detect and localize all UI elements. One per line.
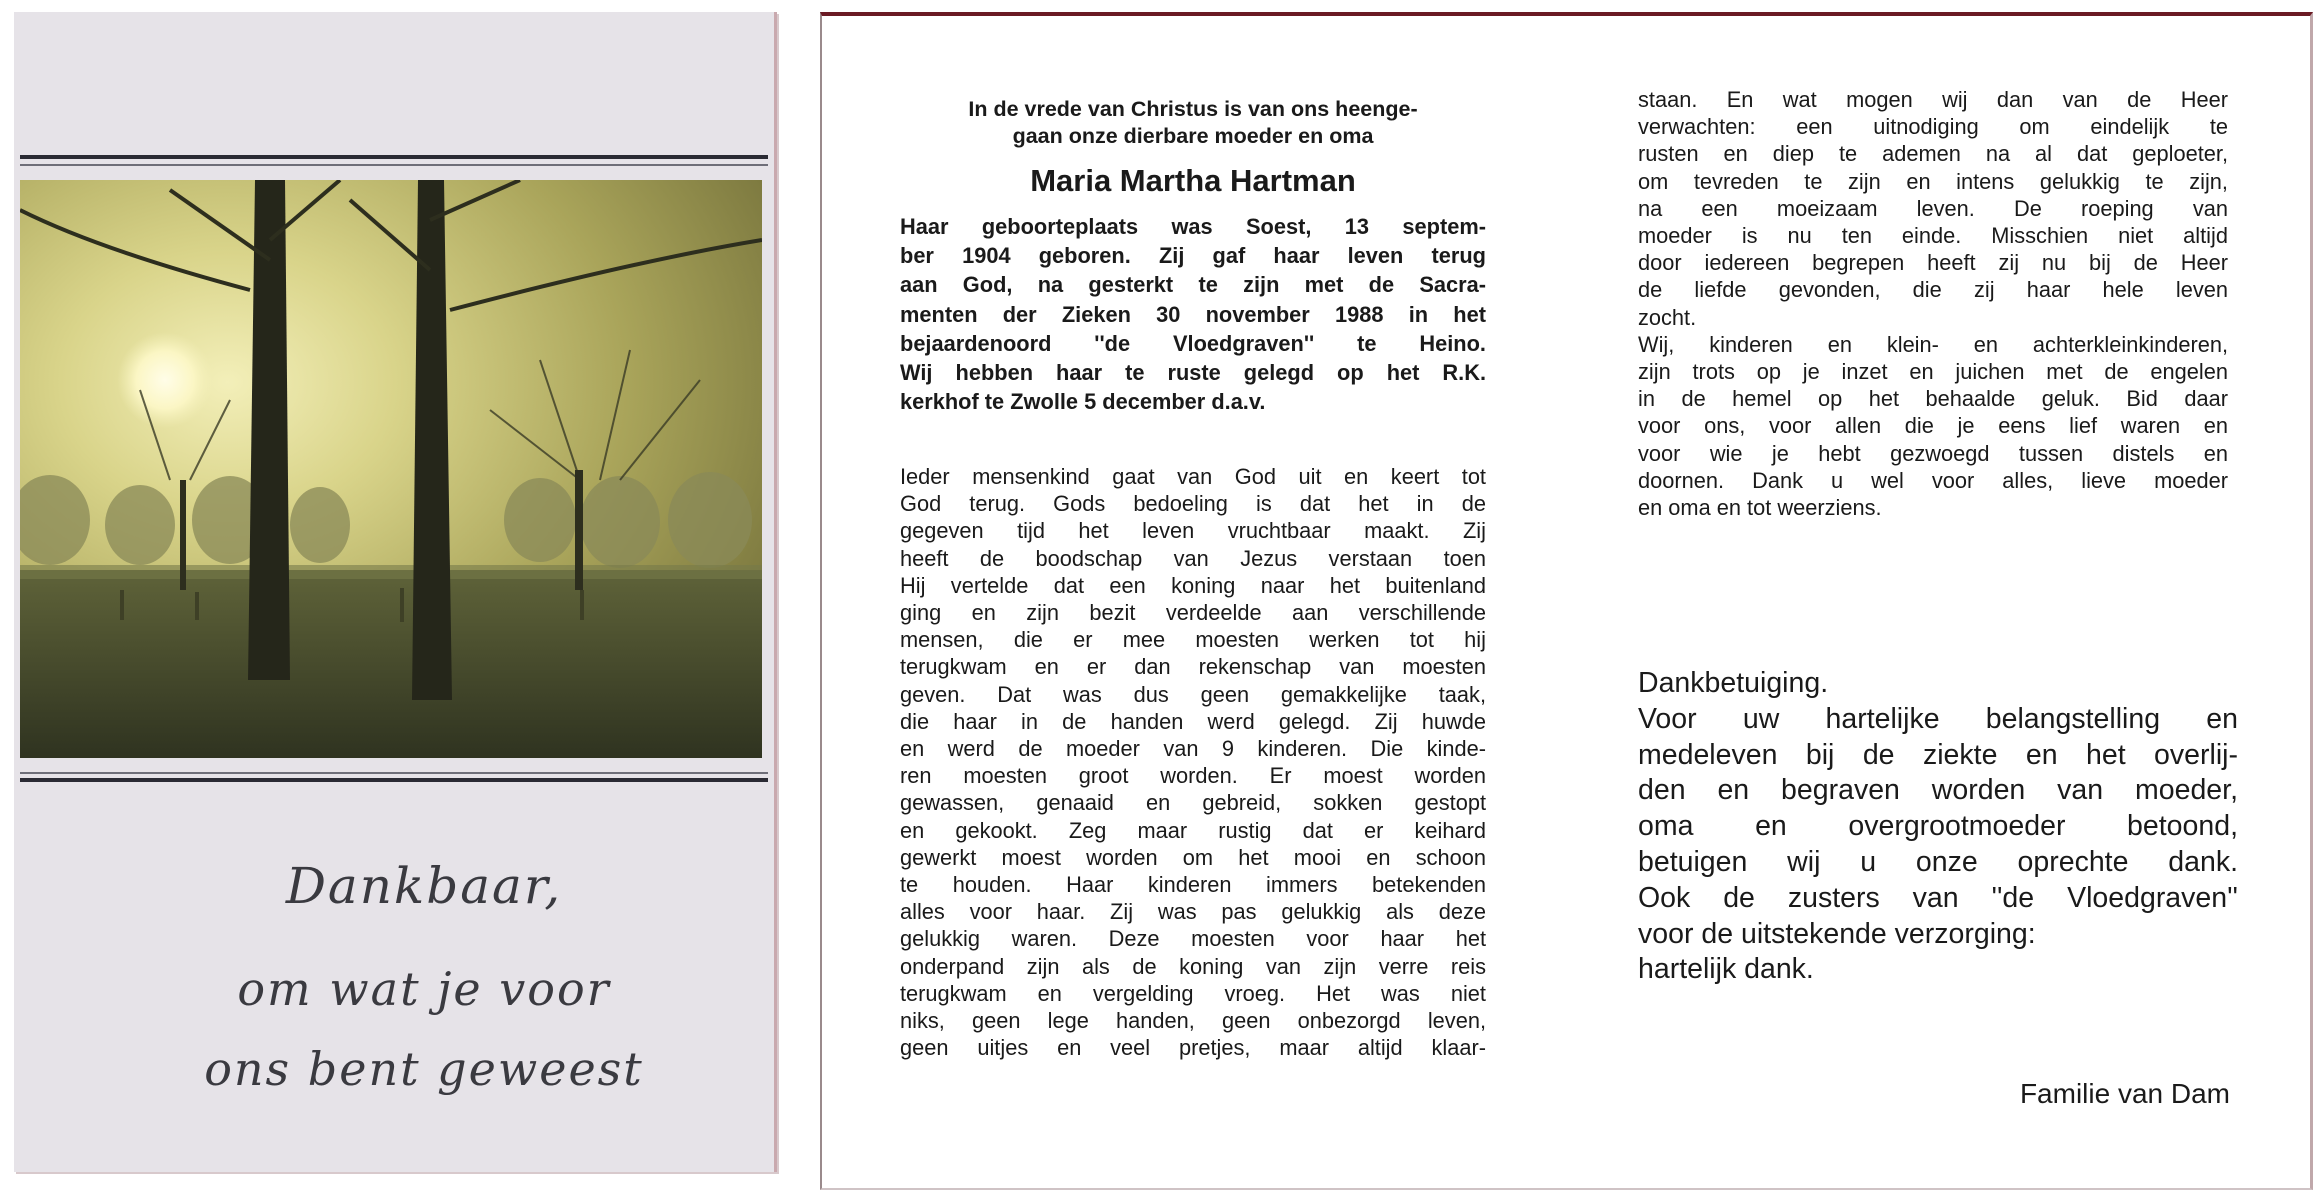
text-line: gewerkt moest worden om het mooi en schoon <box>900 844 1486 870</box>
reflection-text-left <box>900 463 1486 1061</box>
script-line-3: ons bent geweest <box>204 1042 644 1096</box>
text-line: ging en zijn bezit verdeelde aan verschillende <box>900 600 1486 626</box>
text-line: onderpand zijn als de koning van zijn verre reis <box>900 953 1486 979</box>
text-line: heeft de boodschap van Jezus verstaan toen <box>900 545 1486 571</box>
text-line: niks, geen lege handen, geen onbezorgd leven, <box>900 1008 1486 1034</box>
reflection-text-right <box>1638 86 2228 521</box>
text-line: staan. En wat mogen wij dan van de Heer <box>1638 87 2228 112</box>
text-line: voor ons, voor allen die je eens lief waren en <box>1638 413 2228 439</box>
text-line: rusten en diep te ademen na al dat geploeter, <box>1638 141 2228 167</box>
text-line: en werd de moeder van 9 kinderen. Die kinde- <box>900 736 1486 762</box>
acknowledgement <box>1638 666 2238 988</box>
text-line: Ieder mensenkind gaat van God uit en keert tot <box>900 464 1486 489</box>
text-line: zijn trots op je inzet en juichen met de engelen <box>1638 359 2228 385</box>
divider-bottom <box>20 778 768 782</box>
text-line: geven. Dat was dus geen gemakkelijke taak, <box>900 681 1486 707</box>
acknowledgement-line: voor de uitstekende verzorging: <box>1638 917 2036 950</box>
text-line: de liefde gevonden, die zij haar hele leven <box>1638 277 2228 303</box>
bio-line: menten der Zieken 30 november 1988 in het <box>900 301 1486 327</box>
text-line: verwachten: een uitnodiging om eindelijk te <box>1638 114 2228 140</box>
text-line: om tevreden te zijn en intens gelukkig te zijn, <box>1638 168 2228 194</box>
bio-line: Wij hebben haar te ruste gelegd op het R.K. <box>900 360 1486 386</box>
script-line-1: Dankbaar, <box>285 857 563 915</box>
acknowledgement-line: Voor uw hartelijke belangstelling en <box>1638 702 2238 735</box>
text-line: na een moeizaam leven. De roeping van <box>1638 195 2228 221</box>
text-line: voor wie je hebt gezwoegd tussen distels en <box>1638 440 2228 466</box>
heading <box>900 96 1486 150</box>
landscape-illustration <box>20 180 762 758</box>
divider-top <box>20 155 768 159</box>
text-line: gewassen, genaaid en gebreid, sokken gestopt <box>900 790 1486 816</box>
text-line: Hij vertelde dat een koning naar het buitenland <box>900 572 1486 598</box>
text-line: zocht. <box>1638 304 1697 330</box>
text-line: gegeven tijd het leven vruchtbaar maakt. Zij <box>900 518 1486 544</box>
inside-card <box>820 12 2313 1190</box>
heading-line: In de vrede van Christus is van ons heenge- <box>968 97 1418 121</box>
text-line: gelukkig waren. Deze moesten voor haar het <box>900 926 1486 952</box>
text-line: door iedereen begrepen heeft zij nu bij de Heer <box>1638 250 2228 276</box>
bio-line: aan God, na gesterkt te zijn met de Sacra- <box>900 272 1486 298</box>
acknowledgement-title: Dankbetuiging. <box>1638 667 1829 699</box>
signature: Familie van Dam <box>2019 1078 2230 1109</box>
front-card <box>14 12 777 1172</box>
biography <box>900 212 1486 416</box>
acknowledgement-line: medeleven bij de ziekte en het overlij- <box>1638 738 2238 771</box>
text-line: doornen. Dank u wel voor alles, lieve moeder <box>1638 467 2228 493</box>
text-line: alles voor haar. Zij was pas gelukkig als deze <box>900 899 1486 925</box>
acknowledgement-line: hartelijk dank. <box>1638 953 1814 986</box>
text-line: en gekookt. Zeg maar rustig dat er keihard <box>900 817 1486 843</box>
text-line: mensen, die er mee moesten werken tot hij <box>900 627 1486 653</box>
script-line-2: om wat je voor <box>237 962 611 1016</box>
text-line: en oma en tot weerziens. <box>1638 495 1882 521</box>
text-line: geen uitjes en veel pretjes, maar altijd klaar- <box>900 1035 1486 1061</box>
text-line: Wij, kinderen en klein- en achterkleinkinderen, <box>1638 331 2228 357</box>
acknowledgement-line: betuigen wij u onze oprechte dank. <box>1638 845 2238 878</box>
text-line: te houden. Haar kinderen immers betekenden <box>900 872 1486 898</box>
bio-line: ber 1904 geboren. Zij gaf haar leven terug <box>900 243 1486 269</box>
acknowledgement-line: oma en overgrootmoeder betoond, <box>1638 810 2238 843</box>
bio-line: bejaardenoord ''de Vloedgraven'' te Heino. <box>900 330 1486 356</box>
bio-line: Haar geboorteplaats was Soest, 13 septem- <box>900 214 1486 239</box>
sunrise-trees-photo <box>20 180 762 758</box>
text-line: terugkwam en vergelding vroeg. Het was niet <box>900 980 1486 1006</box>
divider-top-thin <box>20 164 768 166</box>
acknowledgement-line: Ook de zusters van ''de Vloedgraven'' <box>1638 881 2238 914</box>
text-line: die haar in de handen werd gelegd. Zij huwde <box>900 708 1486 734</box>
text-line: God terug. Gods bedoeling is dat het in de <box>900 491 1486 517</box>
text-line: in de hemel op het behaalde geluk. Bid daar <box>1638 386 2228 412</box>
bio-line: kerkhof te Zwolle 5 december d.a.v. <box>900 389 1266 415</box>
text-line: moeder is nu ten einde. Misschien niet altijd <box>1638 223 2228 249</box>
divider-bottom-thin <box>20 772 768 774</box>
text-line: ren moesten groot worden. Er moest worden <box>900 763 1486 789</box>
text-line: terugkwam en er dan rekenschap van moesten <box>900 654 1486 680</box>
heading-line: gaan onze dierbare moeder en oma <box>1012 124 1374 148</box>
deceased-name: Maria Martha Hartman <box>1030 163 1356 198</box>
acknowledgement-line: den en begraven worden van moeder, <box>1638 774 2238 807</box>
